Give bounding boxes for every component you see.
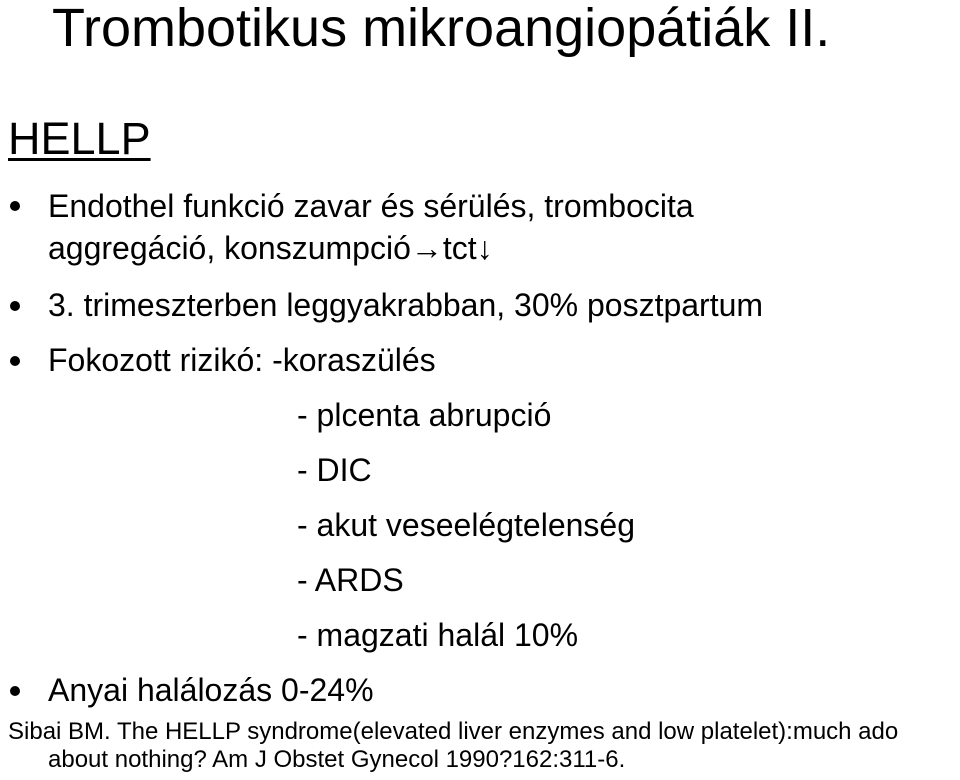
section-heading-hellp: HELLP	[8, 113, 151, 164]
bullet-dot	[10, 201, 20, 211]
bullet-3: Fokozott rizikó: -koraszülés	[48, 342, 436, 378]
reference-line-2: about nothing? Am J Obstet Gynecol 1990?162:311-6.	[48, 746, 626, 773]
bullet-dot	[10, 686, 20, 696]
risk-item: - akut veseelégtelenség	[297, 507, 635, 543]
risk-item: - magzati halál 10%	[297, 617, 579, 653]
bullet-2: 3. trimeszterben leggyakrabban, 30% posztpartum	[48, 287, 764, 323]
reference-line-1: Sibai BM. The HELLP syndrome(elevated liver enzymes and low platelet):much ado	[8, 718, 899, 745]
bullet-1-line-2-text: aggregáció, konszumpció	[48, 230, 411, 266]
bullet-1-tct: tct	[442, 230, 477, 266]
bullet-dot	[10, 356, 20, 366]
bullet-1-line-2	[48, 228, 493, 268]
risk-item: - plcenta abrupció	[297, 397, 552, 433]
right-arrow-icon: →	[410, 230, 443, 266]
bullet-1-line-1: Endothel funkció zavar és sérülés, trombocita	[48, 188, 694, 224]
bullet-dot	[10, 301, 20, 311]
bullet-4: Anyai halálozás 0-24%	[48, 672, 374, 708]
risk-item: - DIC	[297, 452, 372, 488]
risk-item: - ARDS	[297, 562, 404, 598]
slide-title: Trombotikus mikroangiopátiák II.	[52, 0, 831, 58]
down-arrow-icon: ↓	[476, 230, 493, 266]
